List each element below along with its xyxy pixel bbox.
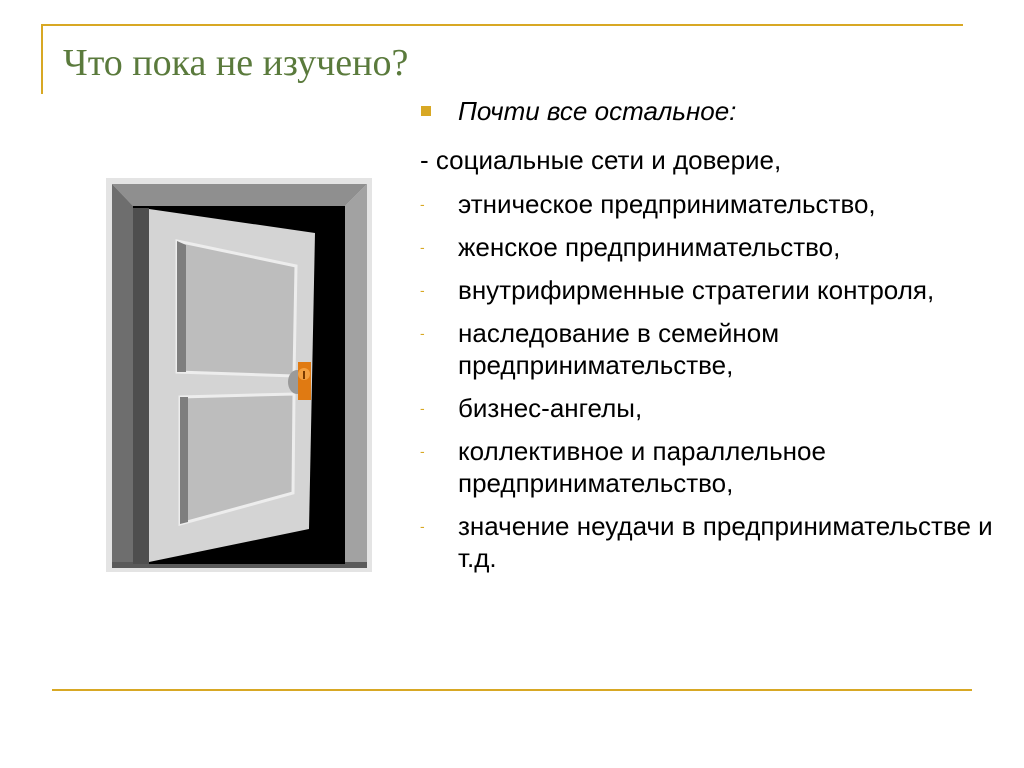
list-item (420, 510, 1000, 574)
list-item-text: наследование в семейном предпринимательстве, (458, 318, 780, 380)
left-rule (41, 24, 43, 94)
first-line: - социальные сети и доверие, (420, 145, 782, 175)
list-item-text: женское предпринимательство, (458, 232, 841, 262)
list-item (420, 392, 1000, 424)
dash-bullet-icon: - (420, 239, 425, 255)
lead-item (420, 94, 1000, 128)
square-bullet-icon (421, 106, 431, 116)
dash-bullet-icon: - (420, 443, 425, 459)
list-item-text: этническое предпринимательство, (458, 189, 876, 219)
dash-bullet-icon: - (420, 400, 425, 416)
list-item (420, 435, 1000, 499)
top-rule (41, 24, 963, 26)
dash-bullet-icon: - (420, 282, 425, 298)
open-door-icon (106, 178, 372, 572)
bottom-rule (52, 689, 972, 691)
content-list (420, 94, 1000, 574)
dash-bullet-icon: - (420, 196, 425, 212)
list-item (420, 188, 1000, 220)
list-item (420, 317, 1000, 381)
list-item-text: внутрифирменные стратегии контроля, (458, 275, 935, 305)
slide-title: Что пока не изучено? (63, 42, 409, 84)
lead-text: Почти все остальное: (458, 96, 737, 126)
dash-list (420, 188, 1000, 574)
dash-bullet-icon: - (420, 325, 425, 341)
dash-bullet-icon: - (420, 518, 425, 534)
list-item-text: значение неудачи в предпринимательстве и т.д. (458, 511, 993, 573)
list-item (420, 231, 1000, 263)
list-item-text: бизнес-ангелы, (458, 393, 643, 423)
list-item-text: коллективное и параллельное предпринимательство, (458, 436, 826, 498)
list-item (420, 274, 1000, 306)
